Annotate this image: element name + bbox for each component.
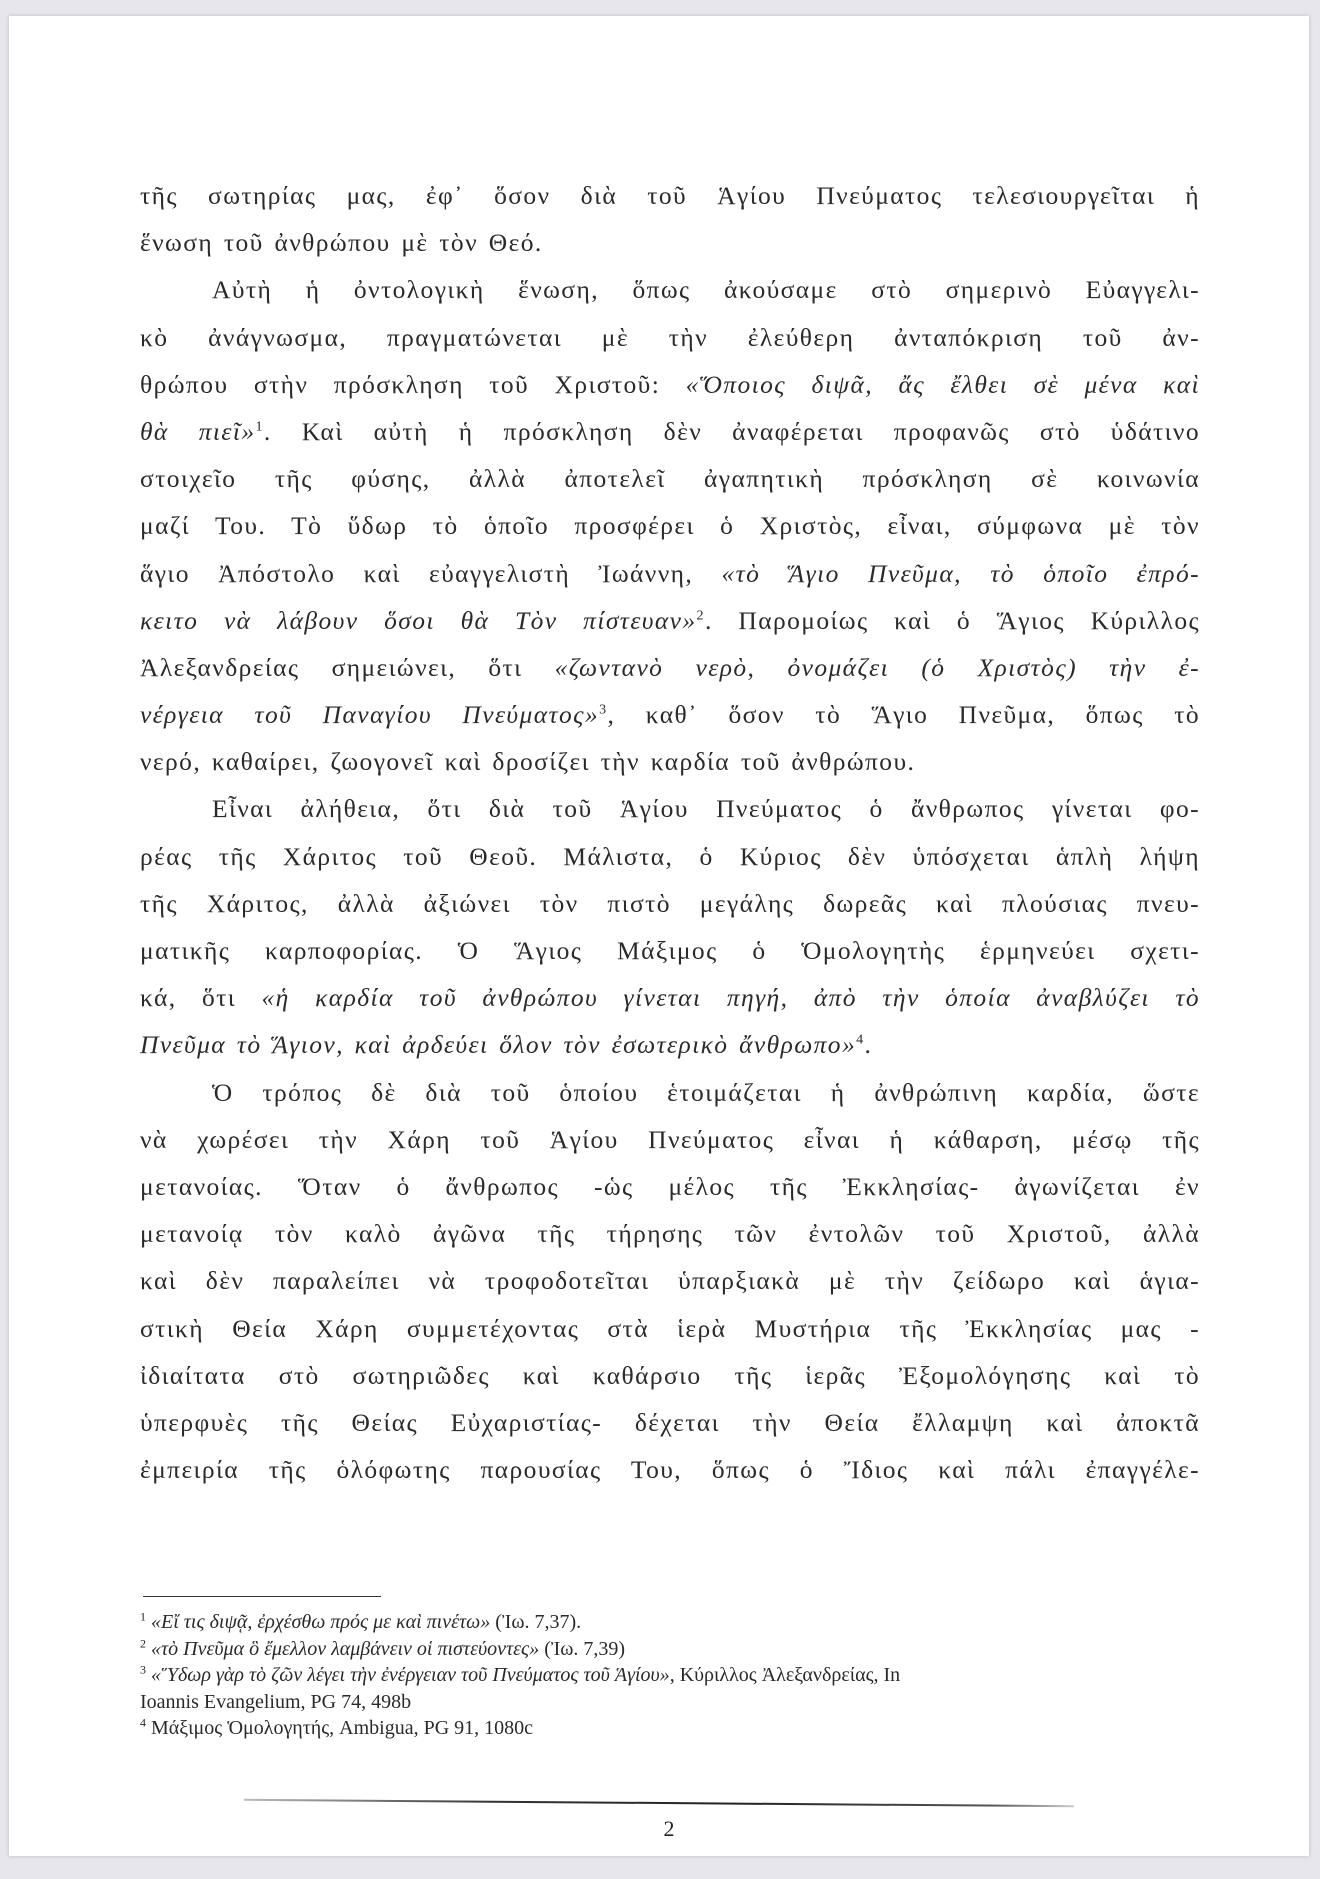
text-line: στοιχεῖο τῆς φύσης, ἀλλὰ ἀποτελεῖ ἀγαπητικὴ πρόσκληση σὲ κοινωνία bbox=[140, 464, 1200, 494]
text-line: Ὁ τρόπος δὲ διὰ τοῦ ὁποίου ἑτοιμάζεται ἡ ἀνθρώπινη καρδία, ὥστε bbox=[212, 1077, 1200, 1107]
footnote-ref[interactable]: 4 bbox=[856, 1032, 865, 1048]
text-line: ὑπερφυὲς τῆς Θείας Εὐχαριστίας- δέχεται τὴν Θεία ἔλλαμψη καὶ ἀποκτᾶ bbox=[140, 1407, 1200, 1437]
text-line: νέργεια τοῦ Παναγίου Πνεύματος»$^3$, καθ᾿ ὅσον τὸ Ἅγιο Πνεῦμα, ὅπως τὸ bbox=[140, 700, 1200, 730]
text-line: ἅγιο Ἀπόστολο καὶ εὐαγγελιστὴ Ἰωάννη, «τὸ Ἅγιο Πνεῦμα, τὸ ὁποῖο ἐπρό- bbox=[140, 558, 1200, 588]
footnote-ref[interactable]: 3 bbox=[599, 702, 608, 718]
text-line: στικὴ Θεία Χάρη συμμετέχοντας στὰ ἱερὰ Μυστήρια τῆς Ἐκκλησίας μας - bbox=[140, 1313, 1200, 1343]
quote: θὰ πιεῖ» bbox=[140, 416, 256, 446]
page-number: 2 bbox=[663, 1816, 675, 1841]
document-page bbox=[9, 16, 1309, 1856]
quote: «ζωντανὸ νερὸ, ὀνομάζει (ὁ Χριστὸς) τὴν ἐ- bbox=[554, 652, 1200, 682]
quote: Πνεῦμα τὸ Ἅγιον, καὶ ἀρδεύει ὅλον τὸν ἐσωτερικὸ ἄνθρωπο» bbox=[140, 1030, 857, 1060]
footnote-separator bbox=[143, 1596, 381, 1597]
footnote-continuation: Ioannis Evangelium, PG 74, 498b bbox=[140, 1690, 412, 1713]
text-line: νὰ χωρέσει τὴν Χάρη τοῦ Ἁγίου Πνεύματος εἶναι ἡ κάθαρση, μέσῳ τῆς bbox=[140, 1124, 1200, 1154]
footnote-ref[interactable]: 1 bbox=[255, 419, 264, 435]
text-line: ρέας τῆς Χάριτος τοῦ Θεοῦ. Μάλιστα, ὁ Κύριος δὲν ὑπόσχεται ἁπλὴ λήψη bbox=[140, 841, 1200, 871]
footnote: $^1$ «Εἴ τις διψᾷ, ἐρχέσθω πρός με καὶ πινέτω» (Ἰω. 7,37). bbox=[140, 1609, 582, 1633]
text-line: κειτο νὰ λάβουν ὅσοι θὰ Τὸν πίστευαν»$^2$. Παρομοίως καὶ ὁ Ἅγιος Κύριλλος bbox=[140, 605, 1200, 635]
quote: κειτο νὰ λάβουν ὅσοι θὰ Τὸν πίστευαν» bbox=[140, 605, 697, 635]
text-line: μετανοίας. Ὅταν ὁ ἄνθρωπος -ὡς μέλος τῆς Ἐκκλησίας- ἀγωνίζεται ἐν bbox=[140, 1171, 1200, 1201]
quote: «τὸ Ἅγιο Πνεῦμα, τὸ ὁποῖο ἐπρό- bbox=[721, 558, 1200, 588]
footnotes bbox=[140, 1609, 1200, 1742]
footnote: $^3$ «Ὕδωρ γὰρ τὸ ζῶν λέγει τὴν ἐνέργειαν τοῦ Πνεύματος τοῦ Ἁγίου», Κύριλλος Ἀλεξανδρείας, In bbox=[140, 1662, 901, 1686]
text-line: κά, ὅτι «ἡ καρδία τοῦ ἀνθρώπου γίνεται πηγή, ἀπὸ τὴν ὁποία ἀναβλύζει τὸ bbox=[140, 983, 1201, 1013]
text-line: τῆς σωτηρίας μας, ἐφ᾿ ὅσον διὰ τοῦ Ἁγίου Πνεύματος τελεσιουργεῖται ἡ bbox=[140, 181, 1200, 210]
text-line: Εἶναι ἀλήθεια, ὅτι διὰ τοῦ Ἁγίου Πνεύματος ὁ ἄνθρωπος γίνεται φο- bbox=[212, 794, 1200, 824]
text-line: Ἀλεξανδρείας σημειώνει, ὅτι «ζωντανὸ νερὸ, ὀνομάζει (ὁ Χριστὸς) τὴν ἐ- bbox=[140, 652, 1200, 682]
text-line: ματικῆς καρποφορίας. Ὁ Ἅγιος Μάξιμος ὁ Ὁμολογητὴς ἑρμηνεύει σχετι- bbox=[140, 936, 1200, 965]
footnote-number: 1 bbox=[140, 1609, 146, 1624]
text-line: ἰδιαίτατα στὸ σωτηριῶδες καὶ καθάρσιο τῆς ἱερᾶς Ἐξομολόγησης καὶ τὸ bbox=[140, 1360, 1200, 1390]
footnote-ref[interactable]: 2 bbox=[696, 608, 705, 624]
quote: νέργεια τοῦ Παναγίου Πνεύματος» bbox=[140, 700, 600, 730]
text-line: κὸ ἀνάγνωσμα, πραγματώνεται μὲ τὴν ἐλεύθερη ἀνταπόκριση τοῦ ἀν- bbox=[140, 322, 1200, 352]
text-line: θὰ πιεῖ»$^1$. Καὶ αὐτὴ ἡ πρόσκληση δὲν ἀναφέρεται προφανῶς στὸ ὑδάτινο bbox=[140, 416, 1200, 446]
text-line: θρώπου στὴν πρόσκληση τοῦ Χριστοῦ: «Ὅποιος διψᾶ, ἄς ἔλθει σὲ μένα καὶ bbox=[140, 369, 1200, 399]
text-line: μετανοίᾳ τὸν καλὸ ἀγῶνα τῆς τήρησης τῶν ἐντολῶν τοῦ Χριστοῦ, ἀλλὰ bbox=[140, 1219, 1200, 1249]
footnote-number: 2 bbox=[140, 1635, 146, 1650]
text-line: μαζί Του. Τὸ ὕδωρ τὸ ὁποῖο προσφέρει ὁ Χριστὸς, εἶναι, σύμφωνα μὲ τὸν bbox=[140, 511, 1200, 541]
body-text bbox=[140, 172, 1200, 1493]
text-line: καὶ δὲν παραλείπει νὰ τροφοδοτεῖται ὑπαρξιακὰ μὲ τὴν ζείδωρο καὶ ἁγια- bbox=[140, 1266, 1200, 1296]
quote: «Ὅποιος διψᾶ, ἄς ἔλθει σὲ μένα καὶ bbox=[685, 369, 1200, 399]
footnote-number: 4 bbox=[140, 1715, 146, 1730]
footer-rule bbox=[244, 1799, 1074, 1808]
text-line: Αὐτὴ ἡ ὀντολογικὴ ἕνωση, ὅπως ἀκούσαμε στὸ σημερινὸ Εὐαγγελι- bbox=[212, 275, 1200, 305]
footnote-number: 3 bbox=[140, 1662, 146, 1677]
text-line: Πνεῦμα τὸ Ἅγιον, καὶ ἀρδεύει ὅλον τὸν ἐσωτερικὸ ἄνθρωπο»$^4$. bbox=[140, 1030, 873, 1060]
quote: «ἡ καρδία τοῦ ἀνθρώπου γίνεται πηγή, ἀπὸ τὴν ὁποία ἀναβλύζει τὸ bbox=[261, 983, 1201, 1013]
footnote: $^4$ Μάξιμος Ὁμολογητής, Ambigua, PG 91, 1080c bbox=[140, 1715, 534, 1739]
footnote: $^2$ «τὸ Πνεῦμα ὃ ἔμελλον λαμβάνειν οἱ πιστεύοντες» (Ἰω. 7,39) bbox=[140, 1635, 626, 1660]
text-line: νερό, καθαίρει, ζωογονεῖ καὶ δροσίζει τὴν καρδία τοῦ ἀνθρώπου. bbox=[140, 747, 916, 777]
text-line: τῆς Χάριτος, ἀλλὰ ἀξιώνει τὸν πιστὸ μεγάλης δωρεᾶς καὶ πλούσιας πνευ- bbox=[140, 888, 1200, 918]
text-line: ἕνωση τοῦ ἀνθρώπου μὲ τὸν Θεό. bbox=[140, 228, 543, 258]
text-line: ἐμπειρία τῆς ὁλόφωτης παρουσίας Του, ὅπως ὁ Ἴδιος καὶ πάλι ἐπαγγέλε- bbox=[140, 1455, 1200, 1485]
